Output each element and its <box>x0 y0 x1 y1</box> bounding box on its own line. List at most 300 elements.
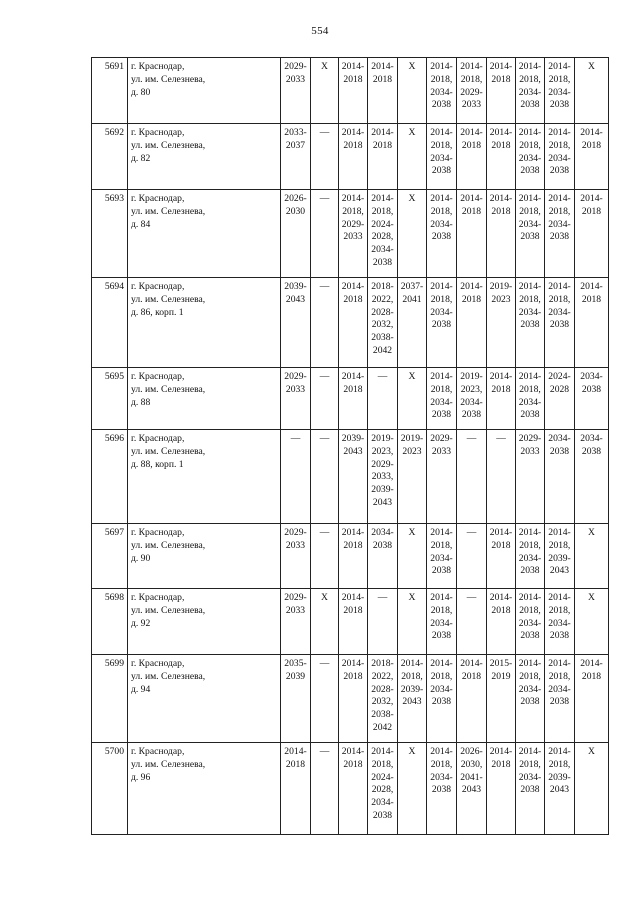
period-line: 2038 <box>431 165 452 177</box>
period-line: 2014- <box>341 371 365 382</box>
period-line: 2032, <box>371 696 394 708</box>
period-line: 2018, <box>548 73 571 85</box>
period-line: 2014- <box>489 527 513 538</box>
work-period-cell <box>457 368 487 430</box>
period-line: 2014- <box>580 281 603 292</box>
address-line: д. 88, корп. 1 <box>131 458 184 470</box>
work-period-cell <box>545 124 575 190</box>
period-line: 2014- <box>548 281 571 292</box>
period-line: 2039- <box>548 771 571 783</box>
period-line: 2034- <box>518 617 542 629</box>
work-period-cell <box>398 278 427 368</box>
work-period-cell <box>281 589 311 655</box>
row-number: 5697 <box>92 524 128 589</box>
period-line: 2034- <box>430 396 453 408</box>
work-period-cell <box>575 368 609 430</box>
period-line: — <box>377 592 388 603</box>
period-line: 2018, <box>519 539 541 551</box>
period-line: 2038 <box>549 165 570 177</box>
period-line: 2038 <box>372 256 393 268</box>
period-line: 2018, <box>548 758 571 770</box>
period-line: 2034- <box>548 683 571 695</box>
period-line: — <box>290 433 301 444</box>
period-line: 2018 <box>343 758 363 770</box>
period-line: 2034- <box>518 218 542 230</box>
row-number: 5695 <box>92 368 128 430</box>
period-line: 2018 <box>343 139 363 151</box>
table-row <box>92 743 609 835</box>
period-line: 2034- <box>460 396 483 408</box>
work-period-cell <box>281 655 311 743</box>
period-line: 2014- <box>580 127 603 138</box>
period-line: 2014- <box>430 371 453 382</box>
row-number: 5693 <box>92 190 128 278</box>
work-period-cell <box>427 589 457 655</box>
address-cell <box>128 124 281 190</box>
address-line: ул. им. Селезнева, <box>131 758 206 770</box>
row-number: 5691 <box>92 58 128 124</box>
period-line: 2014- <box>460 281 483 292</box>
period-line: 2014- <box>489 371 513 382</box>
period-line: 2018 <box>343 539 363 551</box>
work-period-cell <box>427 524 457 589</box>
period-line: 2023 <box>491 293 511 305</box>
period-line: 2014- <box>548 127 571 138</box>
work-period-cell <box>545 589 575 655</box>
address-line: г. Краснодар, <box>131 127 185 138</box>
table-row <box>92 190 609 278</box>
period-line: 2018 <box>581 293 602 305</box>
work-period-cell <box>457 524 487 589</box>
period-line: 2034- <box>430 771 453 783</box>
period-line: 2033 <box>343 231 363 243</box>
period-line: 2018, <box>519 73 541 85</box>
period-line: 2038 <box>549 231 570 243</box>
period-line: 2038- <box>371 709 394 721</box>
address-line: г. Краснодар, <box>131 658 185 669</box>
period-line: — <box>496 433 506 444</box>
work-period-cell <box>487 58 516 124</box>
table-row <box>92 368 609 430</box>
work-period-cell <box>457 589 487 655</box>
work-period-cell <box>339 655 368 743</box>
work-period-cell <box>311 524 339 589</box>
period-line: 2038 <box>549 445 570 457</box>
work-period-cell <box>545 278 575 368</box>
work-period-cell <box>311 58 339 124</box>
period-line: — <box>319 433 330 444</box>
period-line: 2038 <box>520 99 540 111</box>
period-line: 2018 <box>491 139 511 151</box>
period-line: 2034- <box>430 683 453 695</box>
address-line: д. 88 <box>131 396 151 408</box>
period-line: 2018, <box>519 604 541 616</box>
period-line: 2034- <box>518 552 542 564</box>
period-line: 2018 <box>343 604 363 616</box>
period-line: 2033 <box>520 445 540 457</box>
period-line: 2034- <box>518 771 542 783</box>
address-line: ул. им. Селезнева, <box>131 73 206 85</box>
period-line: 2038 <box>581 445 602 457</box>
work-period-cell <box>311 278 339 368</box>
period-line: 2014- <box>400 658 424 669</box>
period-line: 2038 <box>581 383 602 395</box>
work-period-cell <box>368 190 398 278</box>
work-period-cell <box>427 124 457 190</box>
period-line: 2041 <box>402 293 422 305</box>
work-period-cell <box>575 278 609 368</box>
address-line: г. Краснодар, <box>131 527 185 538</box>
work-period-cell <box>398 58 427 124</box>
period-line: 2014- <box>430 61 453 72</box>
period-line: X <box>588 746 595 757</box>
period-line: 2028, <box>371 231 394 243</box>
period-line: 2014- <box>518 193 542 204</box>
work-period-cell <box>427 655 457 743</box>
address-line: г. Краснодар, <box>131 371 185 382</box>
period-line: 2014- <box>284 746 307 757</box>
period-line: 2024- <box>371 218 394 230</box>
period-line: 2039- <box>284 281 307 292</box>
period-line: 2014- <box>489 592 513 603</box>
period-line: 2018, <box>430 539 453 551</box>
period-line: 2033, <box>371 471 394 483</box>
period-line: 2014- <box>518 281 542 292</box>
period-line: 2018, <box>548 604 571 616</box>
period-line: 2018, <box>430 670 453 682</box>
period-line: 2033 <box>431 445 452 457</box>
period-line: 2018, <box>401 670 423 682</box>
work-period-cell <box>516 124 545 190</box>
work-period-cell <box>368 655 398 743</box>
period-line: 2034- <box>548 433 571 444</box>
period-line: 2034- <box>580 433 603 444</box>
work-period-cell <box>487 589 516 655</box>
period-line: 2018 <box>461 670 482 682</box>
work-period-cell <box>516 58 545 124</box>
period-line: 2038 <box>520 319 540 331</box>
work-period-cell <box>575 743 609 835</box>
work-period-cell <box>545 430 575 524</box>
row-number: 5692 <box>92 124 128 190</box>
period-line: 2018, <box>548 205 571 217</box>
period-line: 2043 <box>549 565 570 577</box>
table-row <box>92 524 609 589</box>
address-cell <box>128 368 281 430</box>
period-line: 2038 <box>431 231 452 243</box>
period-line: 2014- <box>341 127 365 138</box>
period-line: 2029- <box>284 592 307 603</box>
period-line: — <box>319 281 330 292</box>
address-line: ул. им. Селезнева, <box>131 139 206 151</box>
period-line: 2029- <box>284 61 307 72</box>
period-line: 2038 <box>431 319 452 331</box>
period-line: 2034- <box>430 152 453 164</box>
period-line: 2018, <box>371 758 394 770</box>
work-period-cell <box>368 124 398 190</box>
period-line: X <box>408 127 416 138</box>
period-line: 2018, <box>430 205 453 217</box>
period-line: 2014- <box>580 193 603 204</box>
period-line: 2038 <box>549 99 570 111</box>
table-row <box>92 589 609 655</box>
work-period-cell <box>368 430 398 524</box>
period-line: 2014- <box>371 193 394 204</box>
period-line: 2018 <box>343 670 363 682</box>
period-line: 2018- <box>371 658 394 669</box>
period-line: 2014- <box>460 127 483 138</box>
period-line: 2037 <box>285 139 306 151</box>
period-line: 2024- <box>548 371 571 382</box>
period-line: 2014- <box>489 127 513 138</box>
period-line: 2043 <box>402 696 422 708</box>
period-line: 2018, <box>430 139 453 151</box>
period-line: 2018, <box>430 293 453 305</box>
period-line: 2023, <box>371 445 394 457</box>
work-period-cell <box>545 190 575 278</box>
work-period-cell <box>311 655 339 743</box>
period-line: 2038 <box>431 630 452 642</box>
period-line: 2028- <box>371 683 394 695</box>
address-line: д. 96 <box>131 771 151 783</box>
period-line: 2038 <box>549 630 570 642</box>
period-line: 2014- <box>548 193 571 204</box>
period-line: 2019- <box>460 371 483 382</box>
period-line: 2034- <box>518 86 542 98</box>
work-period-cell <box>545 58 575 124</box>
period-line: 2034- <box>430 218 453 230</box>
period-line: 2018, <box>430 604 453 616</box>
period-line: 2038 <box>520 630 540 642</box>
work-period-cell <box>311 124 339 190</box>
work-period-cell <box>339 368 368 430</box>
period-line: 2028- <box>371 306 394 318</box>
period-line: X <box>408 193 416 204</box>
address-line: д. 94 <box>131 683 151 695</box>
period-line: — <box>466 433 477 444</box>
period-line: 2014- <box>518 371 542 382</box>
period-line: 2033 <box>285 383 306 395</box>
period-line: — <box>319 127 330 138</box>
period-line: 2035- <box>284 658 307 669</box>
period-line: 2018 <box>372 139 393 151</box>
work-period-cell <box>457 743 487 835</box>
work-period-cell <box>516 655 545 743</box>
period-line: 2038 <box>520 696 540 708</box>
period-line: 2034- <box>548 152 571 164</box>
period-line: 2018 <box>581 670 602 682</box>
period-line: 2030 <box>285 205 306 217</box>
period-line: 2018, <box>519 383 541 395</box>
work-period-cell <box>398 524 427 589</box>
work-period-cell <box>487 278 516 368</box>
period-line: 2029- <box>284 527 307 538</box>
work-period-cell <box>575 430 609 524</box>
period-line: 2018, <box>430 758 453 770</box>
period-line: 2018, <box>548 293 571 305</box>
work-period-cell <box>398 430 427 524</box>
period-line: 2014- <box>430 658 453 669</box>
period-line: 2014- <box>548 527 571 538</box>
address-line: д. 86, корп. 1 <box>131 306 184 318</box>
work-period-cell <box>311 589 339 655</box>
period-line: 2019- <box>400 433 424 444</box>
period-line: 2018 <box>461 205 482 217</box>
work-period-cell <box>339 124 368 190</box>
period-line: 2034- <box>548 617 571 629</box>
period-line: X <box>588 592 595 603</box>
period-line: 2034- <box>548 86 571 98</box>
work-period-cell <box>311 190 339 278</box>
work-period-cell <box>368 524 398 589</box>
work-period-cell <box>457 655 487 743</box>
period-line: 2014- <box>518 527 542 538</box>
period-line: 2018 <box>581 205 602 217</box>
period-line: 2022, <box>371 670 394 682</box>
work-period-cell <box>311 743 339 835</box>
period-line: 2032, <box>371 319 394 331</box>
address-line: г. Краснодар, <box>131 433 185 444</box>
period-line: 2018 <box>491 604 511 616</box>
work-period-cell <box>398 743 427 835</box>
page-number: 554 <box>311 25 329 37</box>
period-line: 2038 <box>520 409 540 421</box>
work-period-cell <box>339 743 368 835</box>
work-period-cell <box>427 368 457 430</box>
period-line: 2018, <box>548 670 571 682</box>
period-line: — <box>319 527 330 538</box>
period-line: 2014- <box>430 127 453 138</box>
period-line: 2014- <box>518 127 542 138</box>
period-line: 2038 <box>520 784 540 796</box>
period-line: 2026- <box>460 746 483 757</box>
address-line: г. Краснодар, <box>131 61 185 72</box>
period-line: 2039- <box>548 552 571 564</box>
period-line: 2033 <box>285 73 306 85</box>
work-period-cell <box>487 190 516 278</box>
period-line: 2034- <box>548 306 571 318</box>
period-line: 2034- <box>430 617 453 629</box>
period-line: 2018 <box>343 293 363 305</box>
work-period-cell <box>368 278 398 368</box>
period-line: 2029- <box>430 433 453 444</box>
address-line: г. Краснодар, <box>131 746 185 757</box>
period-line: X <box>408 61 416 72</box>
period-line: 2034- <box>371 244 394 256</box>
period-line: 2018, <box>548 539 571 551</box>
period-line: 2038 <box>520 165 540 177</box>
work-period-cell <box>427 430 457 524</box>
period-line: 2014- <box>518 61 542 72</box>
period-line: 2014- <box>548 592 571 603</box>
work-period-cell <box>516 190 545 278</box>
period-line: 2034- <box>430 86 453 98</box>
period-line: X <box>408 371 416 382</box>
work-period-cell <box>398 368 427 430</box>
period-line: 2038 <box>549 696 570 708</box>
period-line: — <box>319 193 330 204</box>
period-line: 2034- <box>518 306 542 318</box>
address-line: г. Краснодар, <box>131 193 185 204</box>
address-cell <box>128 589 281 655</box>
work-period-cell <box>281 278 311 368</box>
work-period-cell <box>281 524 311 589</box>
address-line: г. Краснодар, <box>131 281 185 292</box>
period-line: 2018 <box>491 758 511 770</box>
period-line: 2043 <box>372 496 393 508</box>
work-period-cell <box>516 743 545 835</box>
address-cell <box>128 655 281 743</box>
period-line: X <box>588 527 595 538</box>
address-cell <box>128 190 281 278</box>
work-period-cell <box>487 655 516 743</box>
period-line: X <box>321 592 328 603</box>
period-line: 2018 <box>343 383 363 395</box>
period-line: 2018, <box>519 293 541 305</box>
period-line: 2014- <box>430 281 453 292</box>
row-number: 5698 <box>92 589 128 655</box>
period-line: 2038 <box>372 809 393 821</box>
work-period-cell <box>545 655 575 743</box>
period-line: 2014- <box>371 127 394 138</box>
work-period-cell <box>427 278 457 368</box>
period-line: 2014- <box>518 592 542 603</box>
period-line: 2034- <box>580 371 603 382</box>
period-line: 2018, <box>548 139 571 151</box>
work-period-cell <box>311 368 339 430</box>
period-line: 2039- <box>400 683 424 695</box>
work-period-cell <box>545 743 575 835</box>
address-line: д. 84 <box>131 218 151 230</box>
work-period-cell <box>516 430 545 524</box>
address-cell <box>128 58 281 124</box>
period-line: 2018, <box>519 758 541 770</box>
period-line: 2038 <box>520 231 540 243</box>
period-line: 2018 <box>491 383 511 395</box>
period-line: 2014- <box>548 746 571 757</box>
period-line: 2022, <box>371 293 394 305</box>
period-line: 2014- <box>371 746 394 757</box>
work-period-cell <box>487 524 516 589</box>
period-line: 2014- <box>460 61 483 72</box>
work-period-cell <box>575 524 609 589</box>
work-period-cell <box>368 58 398 124</box>
work-period-cell <box>575 124 609 190</box>
work-period-cell <box>398 124 427 190</box>
period-line: 2024- <box>371 771 394 783</box>
address-cell <box>128 278 281 368</box>
work-period-cell <box>339 278 368 368</box>
period-line: 2018 <box>491 73 511 85</box>
work-period-cell <box>427 743 457 835</box>
period-line: 2018 <box>491 205 511 217</box>
period-line: 2034- <box>548 218 571 230</box>
period-line: 2039 <box>285 670 306 682</box>
period-line: 2023 <box>402 445 422 457</box>
work-period-cell <box>339 430 368 524</box>
period-line: 2014- <box>430 193 453 204</box>
period-line: 2038 <box>431 409 452 421</box>
period-line: 2028, <box>371 784 394 796</box>
period-line: 2028 <box>549 383 570 395</box>
work-period-cell <box>339 190 368 278</box>
work-period-cell <box>487 430 516 524</box>
period-line: 2029- <box>341 218 365 230</box>
table-row <box>92 124 609 190</box>
period-line: 2038 <box>431 99 452 111</box>
work-period-cell <box>457 430 487 524</box>
work-period-cell <box>398 655 427 743</box>
